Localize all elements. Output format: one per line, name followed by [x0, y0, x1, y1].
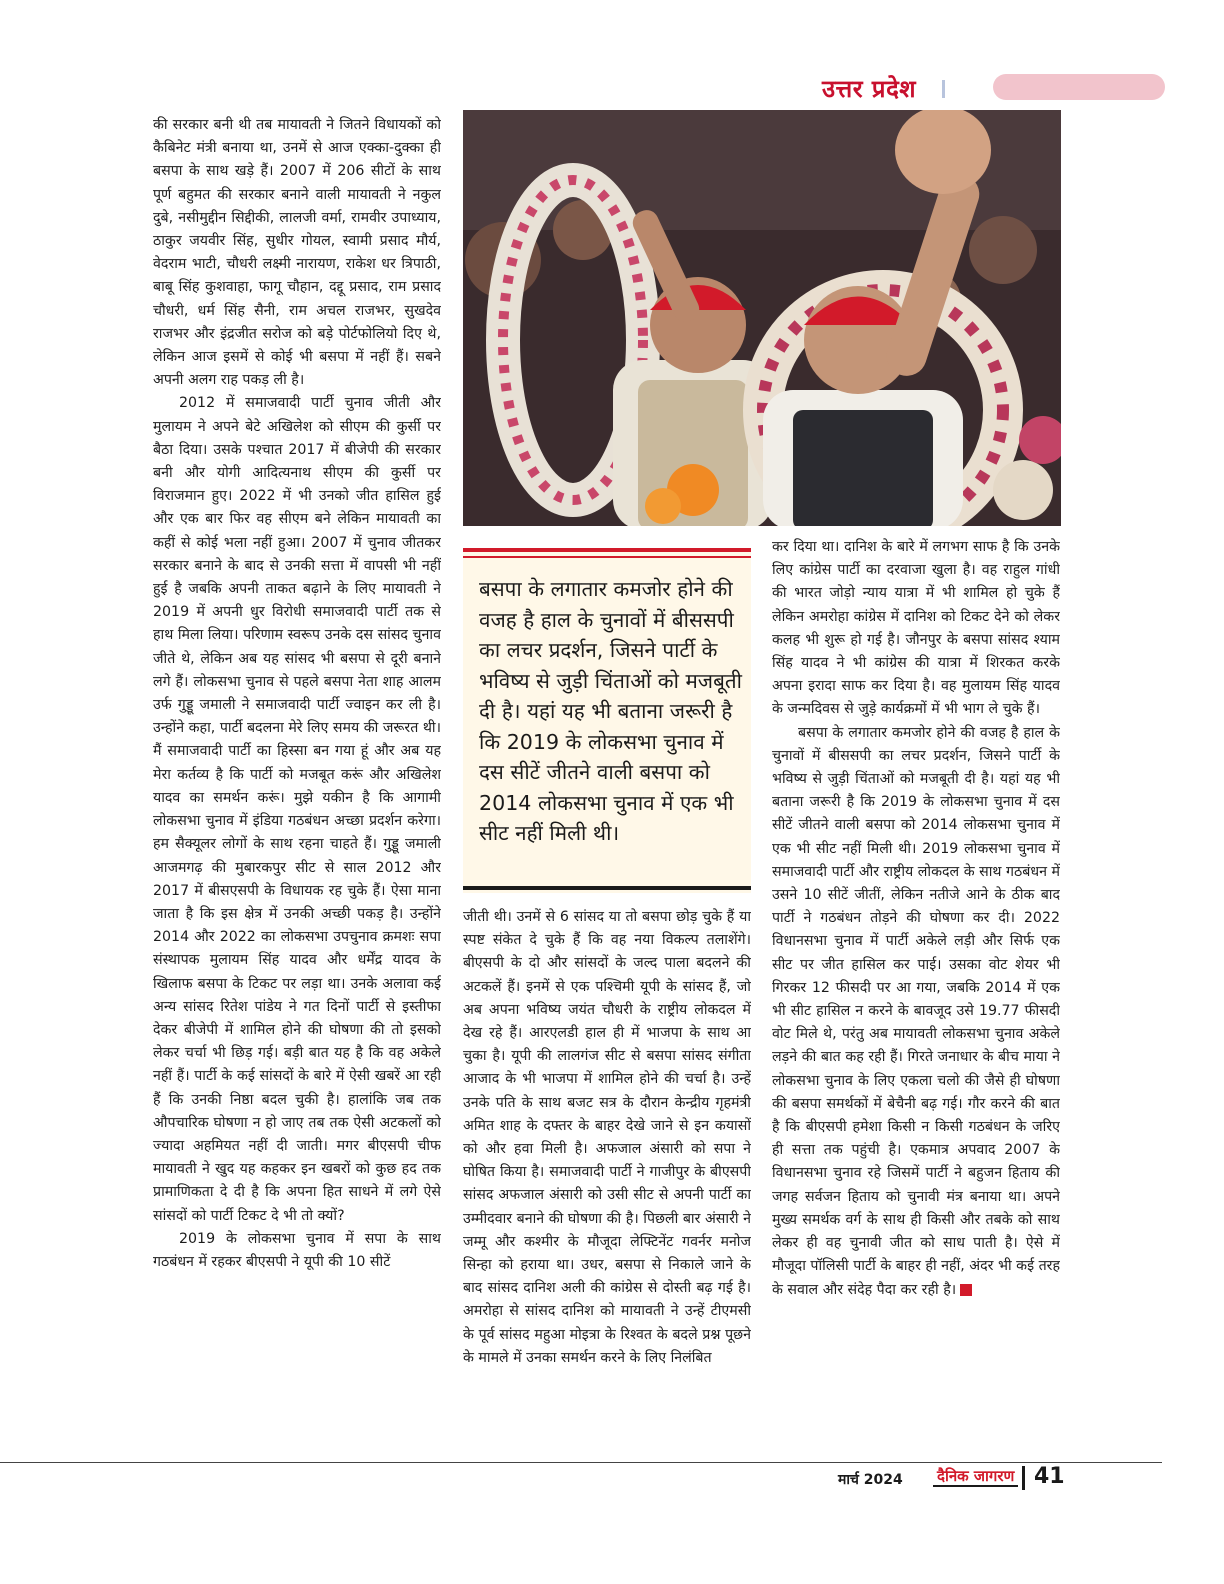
- col3-paragraph-2-text: बसपा के लगातार कमजोर होने की वजह है हाल के चुनावों में बीससपी का लचर प्रदर्शन, जिसने पार्टी के भविष्य से जुड़ी चिंताओं को मजबूती दी है। यहां यह भी बताना जरूरी है कि 2019 के लोकसभा चुनाव में दस सीटें जीतने वाली बसपा को 2014 लोकसभा चुनाव में एक भी सीट नहीं मिली थी। 2019 लोकसभा चुनाव में समाजवादी पार्टी और राष्ट्रीय लोकदल के साथ गठबंधन में उसने 10 सीटें जीतीं, लेकिन नतीजे आने के ठीक बाद पार्टी ने गठबंधन तोड़ने की घोषणा कर दी। 2022 विधानसभा चुनाव में पार्टी अकेले लड़ी और सिर्फ एक सीट पर जीत हासिल कर पाई। उसका वोट शेयर भी गिरकर 12 फीसदी पर आ गया, जबकि 2014 में एक भी सीट हासिल न करने के बावजूद उसे 19.77 फीसदी वोट मिले थे, परंतु अब मायावती लोकसभा चुनाव अकेले लड़ने की बात कह रही हैं। गिरते जनाधार के बीच माया ने लोकसभा चुनाव के लिए एकला चलो की जैसे ही घोषणा की बसपा समर्थकों में बेचैनी बढ़ गई। गौर करने की बात है कि बीएसपी हमेशा किसी न किसी गठबंधन के जरिए ही सत्ता तक पहुंची है। एकमात्र अपवाद 2007 के विधानसभा चुनाव रहे जिसमें पार्टी ने बहुजन हिताय की जगह सर्वजन हिताय को चुनावी मंत्र बनाया था। अपने मुख्य समर्थक वर्ग के साथ ही किसी और तबके को साथ लेकर ही वह चुनावी जीत को साध पाती है। ऐसे में मौजूदा पॉलिसी पार्टी के बाहर ही नहीं, अंदर भी कई तरह के सवाल और संदेह पैदा कर रही है।: [772, 724, 1060, 1298]
- article-column-1: [153, 114, 441, 1444]
- pull-quote-rule-top-thin: [463, 556, 751, 558]
- section-title: उत्तर प्रदेश: [822, 75, 917, 103]
- article-photo: [463, 110, 1061, 526]
- page-number: 41: [1034, 1464, 1065, 1489]
- col1-paragraph-3: 2019 के लोकसभा चुनाव में सपा के साथ गठबंधन में रहकर बीएसपी ने यूपी की 10 सीटें: [153, 1230, 441, 1270]
- col2-paragraph-1: जीती थी। उनमें से 6 सांसद या तो बसपा छोड़ चुके हैं या स्पष्ट संकेत दे चुके हैं कि वह नया विकल्प तलाशेंगे। बीएसपी के दो और सांसदों के जल्द पाला बदलने की अटकलें हैं। इनमें से एक पश्चिमी यूपी के सांसद हैं, जो अब अपना भविष्य जयंत चौधरी के राष्ट्रीय लोकदल में देख रहे हैं। आरएलडी हाल ही में भाजपा के साथ आ चुका है। यूपी की लालगंज सीट से बसपा सांसद संगीता आजाद के भी भाजपा में शामिल होने की चर्चा है। उन्हें उनके पति के साथ बजट सत्र के दौरान केन्द्रीय गृहमंत्री अमित शाह के दफ्तर के बाहर देखे जाने से इन कयासों को और हवा मिली है। अफजाल अंसारी को सपा ने घोषित किया है। समाजवादी पार्टी ने गाजीपुर के बीएसपी सांसद अफजाल अंसारी को उसी सीट से अपनी पार्टी का उम्मीदवार बनाने की घोषणा की है। पिछली बार अंसारी ने जम्मू और कश्मीर के मौजूदा लेफ्टिनेंट गवर्नर मनोज सिन्हा को हराया था। उधर, बसपा से निकाले जाने के बाद सांसद दानिश अली की कांग्रेस से दोस्ती बढ़ गई है। अमरोहा से सांसद दानिश को मायावती ने उन्हें टीएमसी के पूर्व सांसद महुआ मोइत्रा के रिश्वत के बदले प्रश्न पूछने के मामले में उनका समर्थन करने के लिए निलंबित: [463, 909, 751, 1366]
- col3-paragraph-2: [772, 722, 1060, 1302]
- col3-paragraph-1: कर दिया था। दानिश के बारे में लगभग साफ है कि उनके लिए कांग्रेस पार्टी का दरवाजा खुला है। वह राहुल गांधी की भारत जोड़ो न्याय यात्रा में भी शामिल हो चुके हैं लेकिन अमरोहा कांग्रेस में दानिश को टिकट देने को लेकर कलह भी शुरू हो गई है। जौनपुर के बसपा सांसद श्याम सिंह यादव ने भी कांग्रेस की यात्रा में शिरकत करके अपना इरादा साफ कर दिया है। वह मुलायम सिंह यादव के जन्मदिवस से जुड़े कार्यक्रमों में भी भाग ले चुके हैं।: [772, 539, 1060, 718]
- footer-separator: [1022, 1466, 1025, 1490]
- pull-quote-box: [463, 548, 751, 893]
- article-column-2: [463, 906, 751, 1444]
- col1-paragraph-2: 2012 में समाजवादी पार्टी चुनाव जीती और मुलायम ने अपने बेटे अखिलेश को सीएम की कुर्सी पर बैठा दिया। उसके पश्चात 2017 में बीजेपी की सरकार बनी और योगी आदित्यनाथ सीएम की कुर्सी पर विराजमान हुए। 2022 में भी उनको जीत हासिल हुई और एक बार फिर वह सीएम बने लेकिन मायावती का कहीं से कोई भला नहीं हुआ। 2007 में चुनाव जीतकर सरकार बनाने के बाद से उनकी सत्ता में वापसी भी नहीं हुई है जबकि अपनी ताकत बढ़ाने के लिए मायावती ने 2019 में अपनी धुर विरोधी समाजवादी पार्टी तक से हाथ मिला लिया। परिणाम स्वरूप उनके दस सांसद चुनाव जीते थे, लेकिन अब यह सांसद भी बसपा से दूरी बनाने लगे हैं। लोकसभा चुनाव से पहले बसपा नेता शाह आलम उर्फ गुड्डू जमाली ने समाजवादी पार्टी ज्वाइन कर ली है। उन्होंने कहा, पार्टी बदलना मेरे लिए समय की जरूरत थी। मैं समाजवादी पार्टी का हिस्सा बन गया हूं और अब यह मेरा कर्तव्य है कि पार्टी को मजबूत करूं और अखिलेश यादव का समर्थन करूं। मुझे यकीन है कि आगामी लोकसभा चुनाव में इंडिया गठबंधन अच्छा प्रदर्शन करेगा। हम सैक्यूलर लोगों के साथ रहना चाहते हैं। गुड्डू जमाली आजमगढ़ की मुबारकपुर सीट से साल 2012 और 2017 में बीसएसपी के विधायक रह चुके हैं। ऐसा माना जाता है कि इस क्षेत्र में उनकी अच्छी पकड़ है। उन्होंने 2014 और 2022 का लोकसभा उपचुनाव क्रमशः सपा संस्थापक मुलायम सिंह यादव और धर्मेंद्र यादव के खिलाफ बसपा के टिकट पर लड़ा था। उनके अलावा कई अन्य सांसद रितेश पांडेय ने गत दिनों पार्टी से इस्तीफा देकर बीजेपी में शामिल होने की घोषणा की तो इसको लेकर चर्चा भी छिड़ गई। बड़ी बात यह है कि वह अकेले नहीं हैं। पार्टी के कई सांसदों के बारे में ऐसी खबरें आ रही हैं कि उनकी निष्ठा बदल चुकी है। हालांकि जब तक औपचारिक घोषणा न हो जाए तब तक ऐसी अटकलों को ज्यादा अहमियत नहीं दी जाती। मगर बीएसपी चीफ मायावती ने खुद यह कहकर इन खबरों को कुछ हद तक प्रामाणिकता दे दी है कि अपना हित साधने में लगे ऐसे सांसदों को पार्टी टिकट दे भी तो क्यों?: [153, 395, 441, 1224]
- pull-quote-text: बसपा के लगातार कमजोर होने की वजह है हाल के चुनावों में बीससपी का लचर प्रदर्शन, जिसने पार्टी के भविष्य से जुड़ी चिंताओं को मजबूती दी है। यहां यह भी बताना जरूरी है कि 2019 के लोकसभा चुनाव में दस सीटें जीतने वाली बसपा को 2014 लोकसभा चुनाव में एक भी सीट नहीं मिली थी।: [479, 577, 742, 845]
- issue-date: मार्च 2024: [838, 1472, 903, 1488]
- end-of-article-mark: [960, 1284, 972, 1296]
- pull-quote-rule-top: [463, 548, 751, 552]
- publication-logo: दैनिक जागरण: [933, 1467, 1018, 1487]
- article-column-3: [772, 536, 1060, 1444]
- col1-paragraph-1: की सरकार बनी थी तब मायावती ने जितने विधायकों को कैबिनेट मंत्री बनाया था, उनमें से आज एक्का-दुक्का ही बसपा के साथ खड़े हैं। 2007 में 206 सीटों के साथ पूर्ण बहुमत की सरकार बनाने वाली मायावती ने नकुल दुबे, नसीमुद्दीन सिद्दीकी, लालजी वर्मा, रामवीर उपाध्याय, ठाकुर जयवीर सिंह, सुधीर गोयल, स्वामी प्रसाद मौर्य, वेदराम भाटी, चौधरी लक्ष्मी नारायण, राकेश धर त्रिपाठी, बाबू सिंह कुशवाहा, फागू चौहान, दद्दू प्रसाद, राम प्रसाद चौधरी, धर्म सिंह सैनी, राम अचल राजभर, सुखदेव राजभर और इंद्रजीत सरोज को बड़े पोर्टफोलियो दिए थे, लेकिन आज इसमें से कोई भी बसपा में नहीं हैं। सबने अपनी अलग राह पकड़ ली है।: [153, 117, 441, 389]
- header-decoration: [993, 74, 1165, 100]
- header-divider: [942, 80, 945, 98]
- photo-illustration: [463, 110, 1061, 526]
- pull-quote-rule-bottom: [463, 886, 751, 890]
- footer-rule: [0, 1462, 1162, 1463]
